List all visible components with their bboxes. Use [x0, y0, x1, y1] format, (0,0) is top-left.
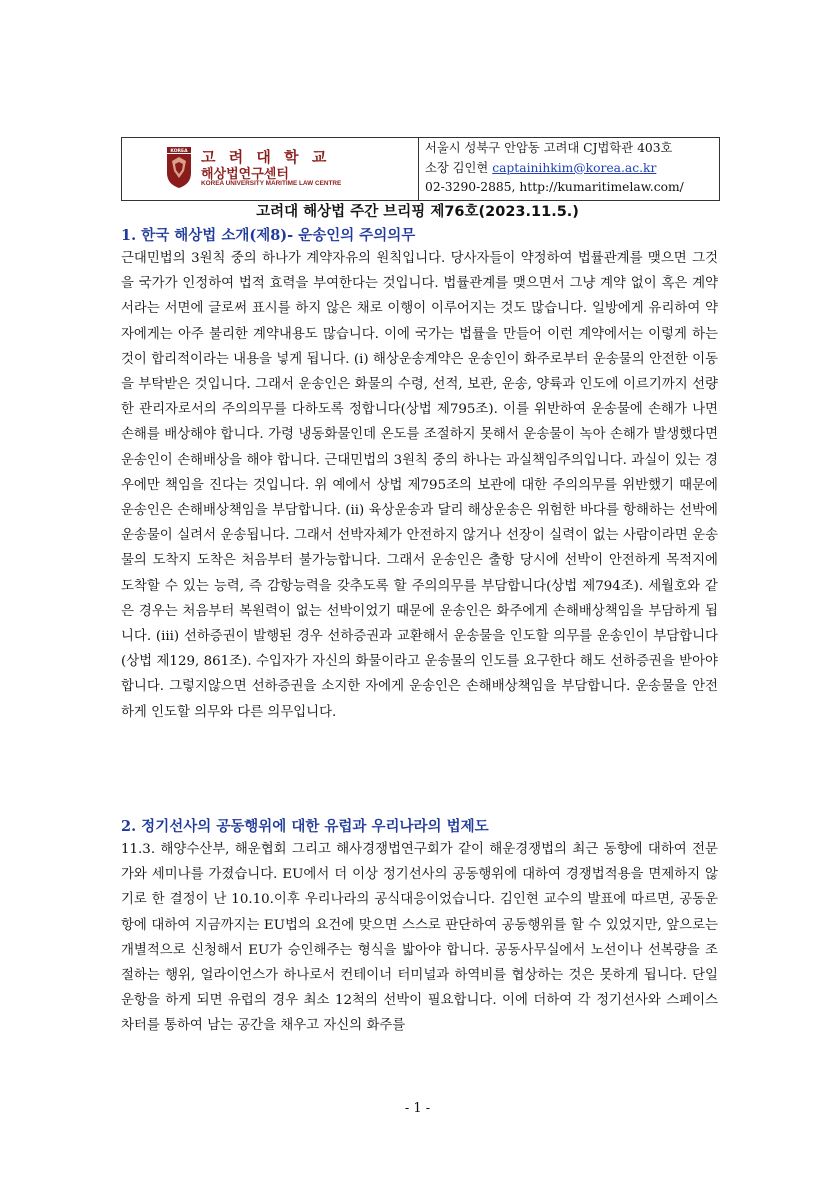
address-line: 서울시 성북구 안암동 고려대 CJ법학관 403호 — [425, 141, 673, 155]
section-1-body: 근대민법의 3원칙 중의 하나가 계약자유의 원칙입니다. 당사자들이 약정하여 법률관계를 맺으면 그것을 국가가 인정하여 법적 효력을 부여한다는 것입니다. 법률관계를 맺으면서 그냥 계약 없이 혹은 계약서라는 서면에 글로써 표시를 하지 않은 채로 이행이 이루어지는 것도 많습니다. 일방에게 유리하여 약자에게는 아주 불리한 계약내용도 많습니다. 이에 국가는 법률을 만들어 이런 계약에서는 이렇게 하는 것이 합리적이라는 내용을 넣게 됩니다. (i) 해상운송계약은 운송인이 화주로부터 운송물의 안전한 이동을 부탁받은 것입니다. 그래서 운송인은 화물의 수령, 선적, 보관, 운송, 양륙과 인도에 이르기까지 선량한 관리자로서의 주의의무를 다하도록 정합니다(상법 제795조). 이를 위반하여 운송물에 손해가 나면 손해를 배상해야 합니다. 가령 냉동화물인데 온도를 조절하지 못해서 운송물이 녹아 손해가 발생했다면 운송인이 손해배상을 해야 합니다. 근대민법의 3원칙 중의 하나는 과실책임주의입니다. 과실이 있는 경우에만 책임을 진다는 것입니다. 위 예에서 상법 제795조의 보관에 대한 주의의무를 위반했기 때문에 운송인은 손해배상책임을 부담합니다. (ii) 육상운송과 달리 해상운송은 위험한 바다를 항해하는 선박에 운송물이 실려서 운송됩니다. 그래서 선박자체가 안전하지 않거나 선장이 실력이 없는 사람이라면 운송물의 도착지 도착은 처음부터 불가능합니다. 그래서 운송인은 출항 당시에 선박이 안전하게 목적지에 도착할 수 있는 능력, 즉 감항능력을 갖추도록 할 주의의무를 부담합니다(상법 제794조). 세월호와 같은 경우는 처음부터 복원력이 없는 선박이었기 때문에 운송인은 화주에게 손해배상책임을 부담하게 됩니다. (iii) 선하증권이 발행된 경우 선하증권과 교환해서 운송물을 인도할 의무를 운송인이 부담합니다(상법 제129, 861조). 수입자가 자신의 화물이라고 운송물의 인도를 요구한다 해도 선하증권을 받아야 합니다. 그렇지않으면 선하증권을 소지한 자에게 운송인은 손해배상책임을 부담합니다. 운송물을 안전하게 인도할 의무와 다른 의무입니다. — [121, 251, 718, 720]
phone-website-line: 02-3290-2885, http://kumaritimelaw.com/ — [425, 180, 684, 194]
logo-cell — [122, 138, 419, 200]
logo-english-name: KOREA UNIVERSITY MARITIME LAW CENTRE — [201, 180, 342, 187]
university-crest-logo — [166, 147, 192, 189]
director-label: 소장 김인현 — [425, 160, 493, 175]
email-link[interactable]: captainihkim@korea.ac.kr — [492, 160, 657, 175]
section-2-heading: 2. 정기선사의 공동행위에 대한 유럽과 우리나라의 법제도 — [121, 818, 489, 835]
logo-university-name: 고 려 대 학 교 — [201, 148, 331, 166]
contact-info — [419, 138, 719, 200]
svg-text:KOREA: KOREA — [170, 149, 188, 154]
section-2-body: 11.3. 해양수산부, 해운협회 그리고 해사경쟁법연구회가 같이 해운경쟁법의 최근 동향에 대하여 전문가와 세미나를 가졌습니다. EU에서 더 이상 정기선사의 공동행위에 대하여 경쟁법적용을 면제하지 않기로 한 결정이 난 10.10.이후 우리나라의 공식대응이었습니다. 김인현 교수의 발표에 따르면, 공동운항에 대하여 지금까지는 EU법의 요건에 맞으면 스스로 판단하여 공동행위를 할 수 있었지만, 앞으로는 개별적으로 신청해서 EU가 승인해주는 형식을 밟아야 합니다. 공동사무실에서 노선이나 선복량을 조절하는 행위, 얼라이언스가 하나로서 컨테이너 터미널과 하역비를 협상하는 것은 못하게 됩니다. 단일운항을 하게 되면 유럽의 경우 최소 12척의 선박이 필요합니다. 이에 더하여 각 정기선사와 스페이스 차터를 통하여 남는 공간을 채우고 자신의 화주를 — [121, 842, 718, 1034]
director-line — [425, 159, 719, 179]
section-1-heading: 1. 한국 해상법 소개(제8)- 운송인의 주의의무 — [121, 227, 416, 244]
briefing-title: 고려대 해상법 주간 브리핑 제76호(2023.11.5.) — [256, 204, 579, 220]
letterhead-box — [121, 137, 720, 201]
logo-center-name: 해상법연구센터 — [201, 167, 289, 182]
page-number: - 1 - — [404, 1101, 431, 1116]
